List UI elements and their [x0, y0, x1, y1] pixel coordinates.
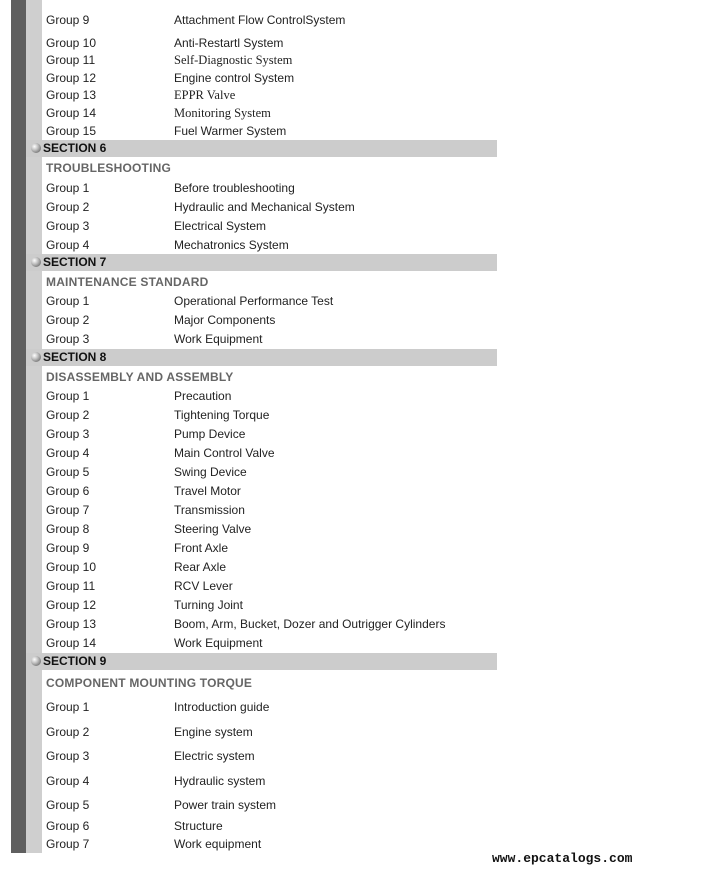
group-number: Group 4: [46, 446, 90, 460]
group-title: Swing Device: [174, 465, 247, 479]
group-title: Anti-Restartl System: [174, 36, 284, 50]
group-title: Introduction guide: [174, 700, 270, 714]
group-title: Mechatronics System: [174, 238, 289, 252]
section-heading: TROUBLESHOOTING: [46, 161, 171, 175]
group-number: Group 12: [46, 71, 97, 85]
group-title: Transmission: [174, 503, 245, 517]
group-title: Main Control Valve: [174, 446, 275, 460]
group-title: Engine system: [174, 725, 253, 739]
group-title: EPPR Valve: [174, 88, 236, 102]
group-number: Group 9: [46, 541, 90, 555]
section-header[interactable]: [26, 349, 497, 366]
group-title: Turning Joint: [174, 598, 243, 612]
group-title: Pump Device: [174, 427, 246, 441]
group-number: Group 6: [46, 819, 90, 833]
section-header[interactable]: [26, 140, 497, 157]
group-title: Work Equipment: [174, 332, 263, 346]
group-title: Front Axle: [174, 541, 229, 555]
section-header[interactable]: [26, 653, 497, 670]
group-number: Group 8: [46, 522, 90, 536]
group-number: Group 3: [46, 332, 90, 346]
group-number: Group 15: [46, 124, 97, 138]
group-number: Group 5: [46, 465, 90, 479]
group-number: Group 4: [46, 238, 90, 252]
group-number: Group 1: [46, 181, 90, 195]
bullet-icon: [31, 352, 41, 362]
group-number: Group 13: [46, 88, 97, 102]
group-number: Group 11: [46, 53, 96, 67]
group-number: Group 2: [46, 313, 90, 327]
group-title: Hydraulic and Mechanical System: [174, 200, 355, 214]
section-heading: DISASSEMBLY AND ASSEMBLY: [46, 370, 234, 384]
section-heading: COMPONENT MOUNTING TORQUE: [46, 676, 253, 690]
group-title: Work Equipment: [174, 636, 263, 650]
group-title: Operational Performance Test: [174, 294, 334, 308]
group-number: Group 1: [46, 700, 90, 714]
group-number: Group 3: [46, 219, 90, 233]
group-number: Group 12: [46, 598, 97, 612]
group-title: Engine control System: [174, 71, 295, 85]
group-title: Electric system: [174, 749, 255, 763]
group-number: Group 14: [46, 636, 97, 650]
group-number: Group 1: [46, 389, 90, 403]
group-title: Precaution: [174, 389, 232, 403]
group-title: Tightening Torque: [174, 408, 270, 422]
group-number: Group 9: [46, 13, 90, 27]
group-title: Fuel Warmer System: [174, 124, 287, 138]
group-number: Group 2: [46, 408, 90, 422]
group-number: Group 2: [46, 200, 90, 214]
group-title: Major Components: [174, 313, 276, 327]
group-title: Before troubleshooting: [174, 181, 295, 195]
group-title: Power train system: [174, 798, 277, 812]
section-header[interactable]: [26, 254, 497, 271]
group-number: Group 11: [46, 579, 96, 593]
watermark-text: www.epcatalogs.com: [492, 851, 633, 866]
group-number: Group 14: [46, 106, 97, 120]
section-label: SECTION 9: [43, 654, 107, 668]
group-number: Group 1: [46, 294, 90, 308]
group-title: Steering Valve: [174, 522, 252, 536]
group-title: Electrical System: [174, 219, 267, 233]
bullet-icon: [31, 656, 41, 666]
section-label: SECTION 6: [43, 141, 107, 155]
group-title: Attachment Flow ControlSystem: [174, 13, 346, 27]
group-number: Group 3: [46, 427, 90, 441]
group-number: Group 2: [46, 725, 90, 739]
group-number: Group 10: [46, 36, 97, 50]
group-number: Group 7: [46, 837, 90, 851]
group-title: Boom, Arm, Bucket, Dozer and Outrigger Cylinders: [174, 617, 446, 631]
group-title: Work equipment: [174, 837, 262, 851]
section-label: SECTION 7: [43, 255, 107, 269]
group-number: Group 10: [46, 560, 97, 574]
group-number: Group 6: [46, 484, 90, 498]
group-title: Structure: [174, 819, 223, 833]
group-title: RCV Lever: [174, 579, 233, 593]
group-title: Self-Diagnostic System: [174, 53, 293, 67]
group-number: Group 4: [46, 774, 90, 788]
section-heading: MAINTENANCE STANDARD: [46, 275, 209, 289]
group-number: Group 5: [46, 798, 90, 812]
group-title: Hydraulic system: [174, 774, 266, 788]
group-title: Rear Axle: [174, 560, 227, 574]
group-number: Group 7: [46, 503, 90, 517]
group-number: Group 3: [46, 749, 90, 763]
group-title: Monitoring System: [174, 106, 271, 120]
group-title: Travel Motor: [174, 484, 241, 498]
bullet-icon: [31, 257, 41, 267]
bullet-icon: [31, 143, 41, 153]
group-number: Group 13: [46, 617, 97, 631]
section-label: SECTION 8: [43, 350, 107, 364]
